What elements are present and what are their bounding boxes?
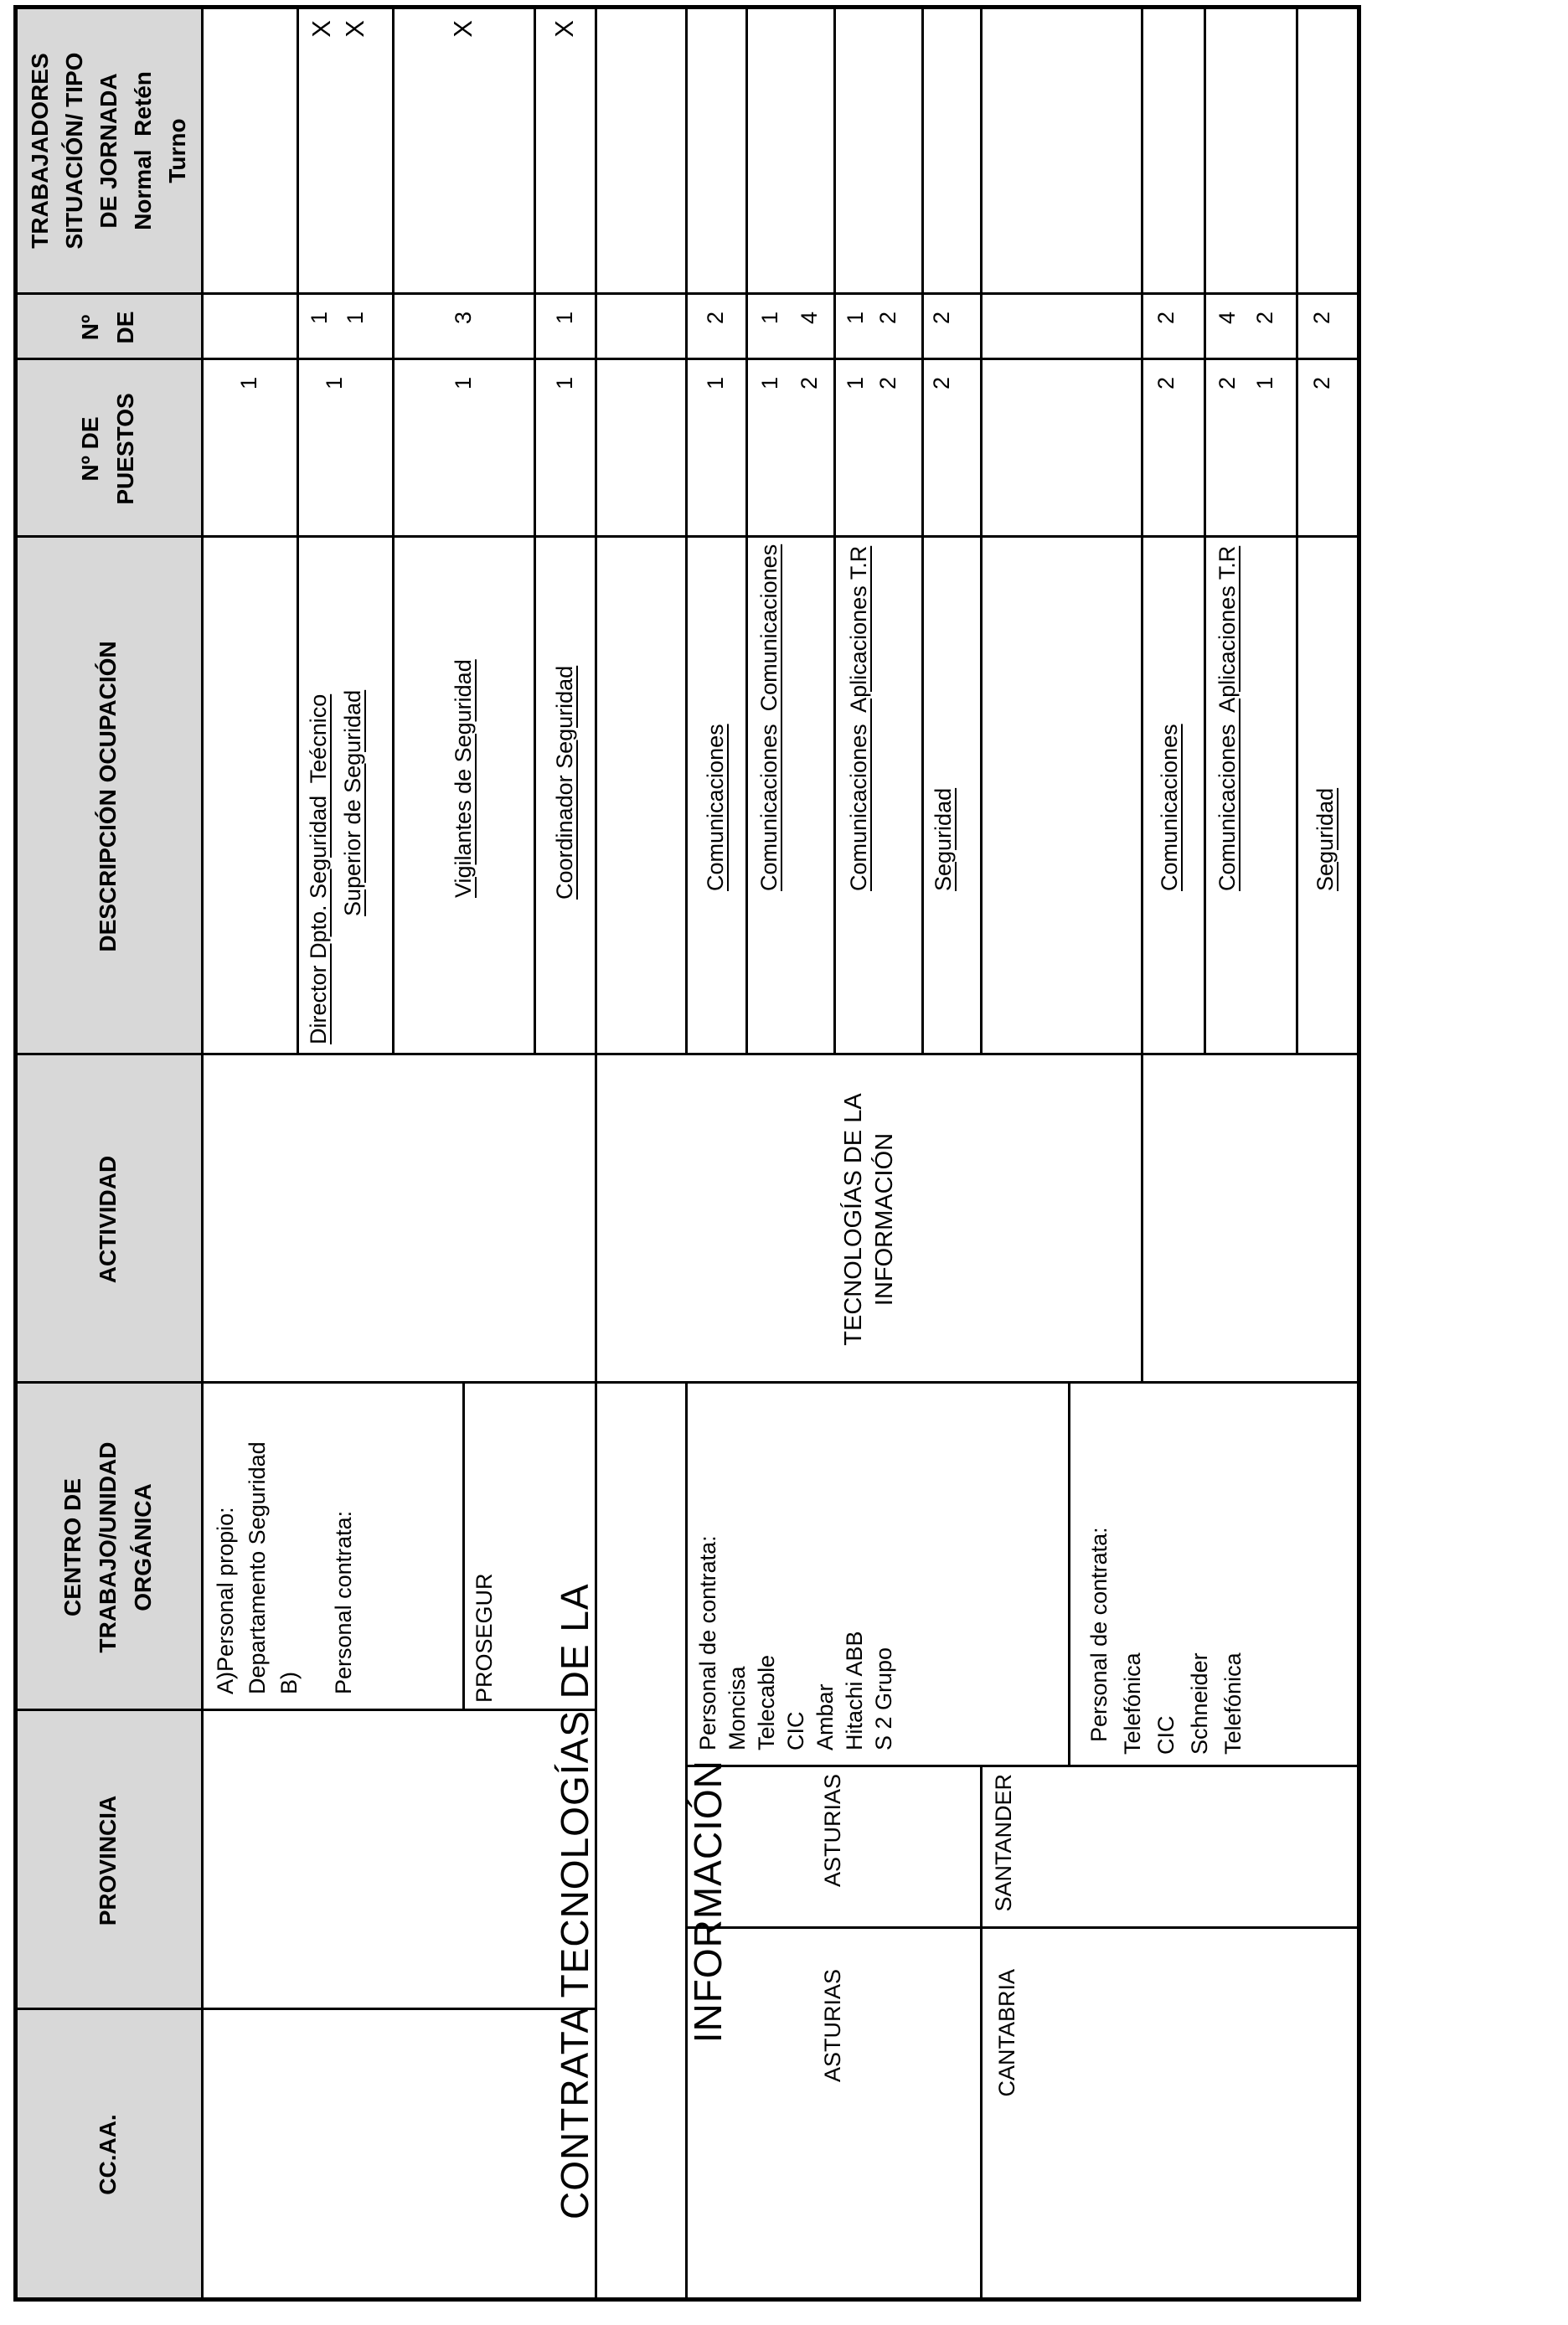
cell-actividad-ti: TECNOLOGÍAS DE LA INFORMACIÓN	[839, 1093, 898, 1346]
grid-line	[980, 7, 983, 1055]
cell-centro-prosegur: PROSEGUR	[472, 1573, 497, 1703]
header-descripcion: DESCRIPCIÓN OCUPACIÓN	[95, 641, 121, 952]
cell-desc-vigilantes: Vigilantes de Seguridad	[450, 659, 476, 898]
header-num: Nº DE	[77, 311, 138, 344]
cell-desc-seguridad-o: Seguridad	[1313, 787, 1338, 891]
cell-num-g: 2	[703, 312, 728, 325]
cell-puestos-c: 1	[450, 377, 476, 390]
header-provincia	[15, 1711, 201, 2010]
grid-line	[1296, 7, 1298, 1055]
cell-provincia-santander: SANTANDER	[991, 1774, 1016, 1912]
header-actividad: ACTIVIDAD	[95, 1155, 121, 1284]
cell-desc-director: Director Dpto. Seguridad Teécnico Superior de Seguridad	[306, 689, 365, 1044]
cell-puestos-a: 1	[236, 377, 261, 390]
cell-num-d: 1	[551, 312, 577, 325]
cell-trab-b: X X	[307, 20, 369, 38]
cell-puestos-b: 1	[322, 377, 347, 390]
cell-puestos-i: 1 2	[843, 377, 900, 390]
header-puestos: Nº DE PUESTOS	[77, 393, 138, 505]
header-ccaa-label: CC.AA.	[95, 2114, 121, 2195]
cell-desc-comunicaciones-n: Comunicaciones Aplicaciones T.R	[1215, 545, 1240, 891]
cell-puestos-o: 2	[1309, 377, 1334, 390]
header-trabajadores: TRABAJADORES SITUACIÓN/ TIPO DE JORNADA Normal Retén Turno	[26, 52, 190, 250]
cell-centro-personal-propio: A)Personal propio: Departamento Seguridad B) Personal contrata:	[213, 1441, 356, 1694]
cell-puestos-j: 2	[929, 377, 954, 390]
cell-contrata-banner: CONTRATA TECNOLOGÍAS DE LA INFORMACIÓN	[552, 1583, 730, 2219]
cell-centro-asturias-list: Personal de contrata: Moncisa Telecable CIC Ambar Hitachi ABB S 2 Grupo	[695, 1535, 896, 1750]
cell-puestos-g: 1	[703, 377, 728, 390]
cell-provincia-asturias: ASTURIAS	[820, 1774, 845, 1888]
cell-desc-comunicaciones-h: Comunicaciones Comunicaciones	[756, 544, 781, 891]
cell-num-n: 4 2	[1215, 312, 1277, 325]
grid-line	[297, 7, 299, 1055]
cell-trab-c: X	[447, 20, 477, 38]
cell-desc-comunicaciones-m: Comunicaciones	[1157, 724, 1182, 891]
grid-line	[745, 7, 748, 1055]
grid-line	[980, 1767, 983, 2299]
grid-line	[201, 7, 204, 2299]
cell-ccaa-cantabria: CANTABRIA	[994, 1969, 1019, 2097]
cell-desc-seguridad-j: Seguridad	[931, 787, 956, 891]
cell-puestos-m: 2	[1153, 377, 1179, 390]
cell-desc-comunicaciones-g: Comunicaciones	[703, 724, 728, 891]
cell-num-b: 1 1	[307, 312, 368, 325]
grid-line	[833, 7, 836, 1055]
cell-centro-cantabria-list: Personal de contrata: Telefónica CIC Schneider Telefónica	[1086, 1527, 1246, 1755]
grid-line	[1068, 1384, 1070, 1767]
header-ccaa	[15, 2010, 201, 2299]
cell-num-m: 2	[1153, 312, 1179, 325]
cell-puestos-d: 1	[551, 377, 577, 390]
cell-num-c: 3	[450, 312, 476, 325]
cell-puestos-n: 2 1	[1215, 377, 1277, 390]
cell-num-o: 2	[1309, 312, 1334, 325]
header-centro: CENTRO DE TRABAJO/UNIDAD ORGÁNICA	[59, 1441, 156, 1653]
header-provincia-label: PROVINCIA	[95, 1795, 121, 1926]
cell-num-i: 1 2	[843, 312, 900, 325]
cell-num-j: 2	[929, 312, 954, 325]
grid-line	[1141, 7, 1143, 1384]
cell-desc-coordinador: Coordinador Seguridad	[551, 665, 577, 900]
cell-num-h: 1 4	[757, 312, 822, 325]
grid-line	[921, 7, 924, 1055]
grid-line	[1204, 7, 1206, 1055]
cell-puestos-h: 1 2	[757, 377, 822, 390]
cell-desc-comunicaciones-i: Comunicaciones Aplicaciones T.R	[846, 545, 871, 891]
cell-trab-d: X	[549, 20, 579, 38]
cell-ccaa-asturias: ASTURIAS	[820, 1969, 845, 2083]
